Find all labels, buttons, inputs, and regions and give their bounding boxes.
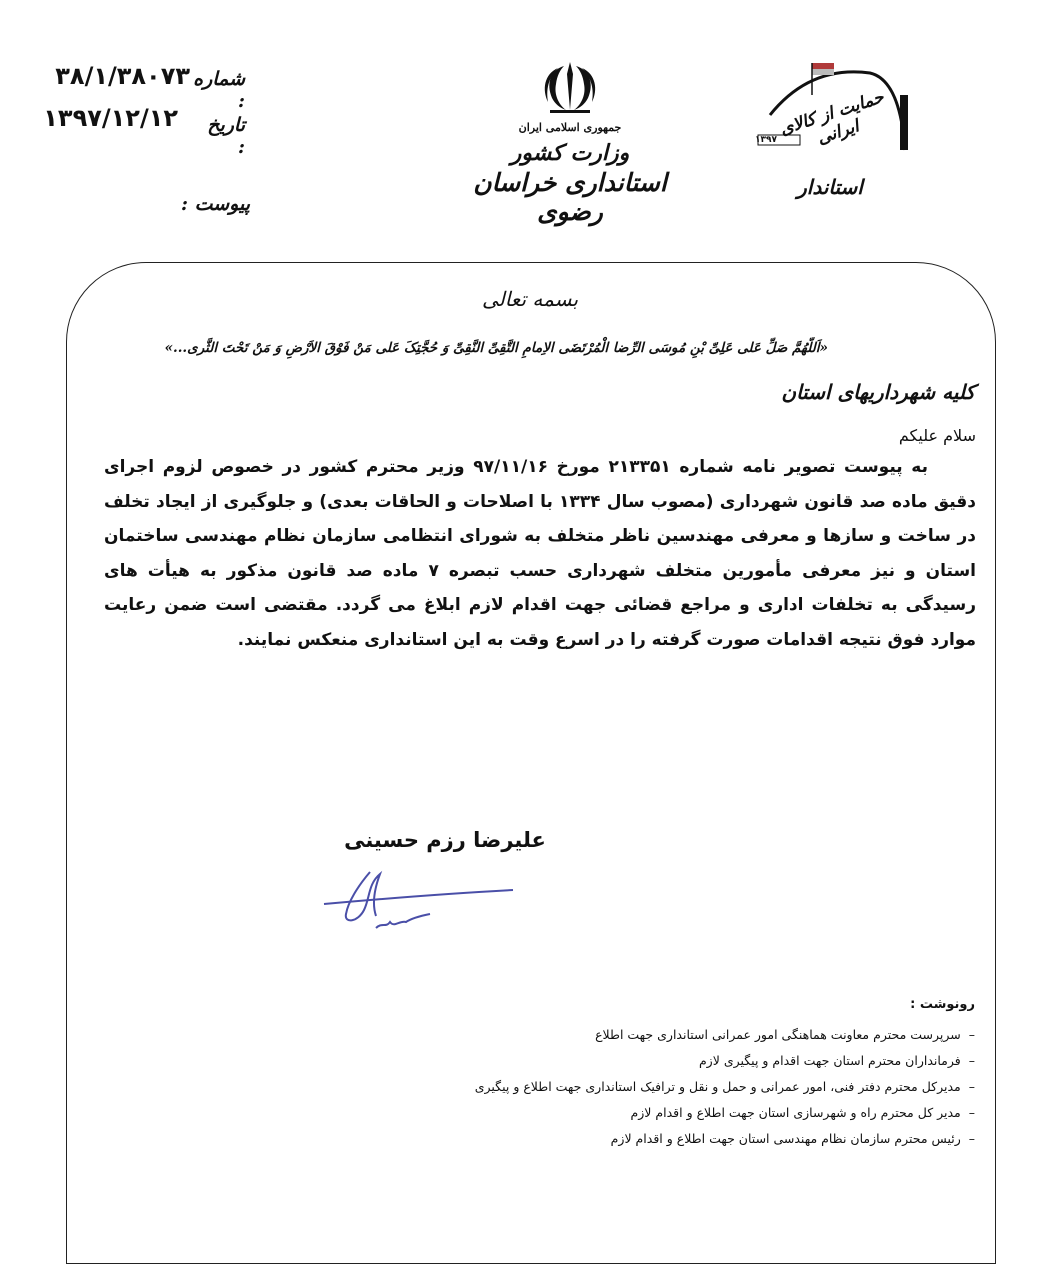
campaign-logo xyxy=(750,55,915,155)
iran-emblem-icon xyxy=(540,60,600,115)
cc-item: – سرپرست محترم معاونت هماهنگی امور عمرانی استانداری جهت اطلاع xyxy=(400,1022,975,1048)
letter-number: ۳۸/۱/۳۸۰۷۳ xyxy=(55,62,190,90)
signature-image xyxy=(318,862,518,937)
cc-item: – فرمانداران محترم استان جهت اقدام و پیگیری لازم xyxy=(400,1048,975,1074)
greeting: سلام علیکم xyxy=(898,426,976,445)
date-label: تاریخ : xyxy=(207,114,245,158)
governor-title: استاندار xyxy=(797,175,863,199)
cc-title: رونوشت : xyxy=(910,997,975,1012)
campaign-year: ۱۳۹۷ xyxy=(755,135,777,145)
cc-item: – رئیس محترم سازمان نظام مهندسی استان جهت اطلاع و اقدام لازم xyxy=(400,1126,975,1152)
cc-item: – مدیر کل محترم راه و شهرسازی استان جهت اطلاع و اقدام لازم xyxy=(400,1100,975,1126)
cc-list xyxy=(400,1022,975,1152)
governorate-title: استانداری خراسان رضوی xyxy=(473,168,667,226)
letter-body: به پیوست تصویر نامه شماره ۲۱۳۳۵۱ مورخ ۹۷/۱۱/۱۶ وزیر محترم کشور در خصوص لزوم اجرای دقیق ماده صد قانون شهرداری (مصوب سال ۱۳۳۴ با اصلاحات و الحاقات بعدی) و جلوگیری از ایجاد تخلف در ساخت و سازها و معرفی مهندسین ناظر متخلف به شورای انتظامی سازمان نظام مهندسی ساختمان استان و نیز معرفی مأمورین متخلف شهرداری حسب تبصره ۷ ماده صد قانون مذکور به هیأت های رسیدگی به تخلفات اداری و مراجع قضائی جهت اقدام لازم ابلاغ می گردد. مقتضی است ضمن رعایت موارد فوق نتیجه اقدامات صورت گرفته را در اسرع وقت به این استانداری منعکس نمایند. xyxy=(104,457,976,650)
republic-title: جمهوری اسلامی ایران xyxy=(518,121,622,134)
letter-date: ۱۳۹۷/۱۲/۱۲ xyxy=(43,104,178,132)
attachment-label: پیوست : xyxy=(180,193,250,215)
cc-item: – مدیرکل محترم دفتر فنی، امور عمرانی و حمل و نقل و ترافیک استانداری جهت اطلاع و پیگیری xyxy=(400,1074,975,1100)
campaign-slogan: حمایت از کالای ایرانی xyxy=(777,87,887,149)
addressee: کلیه شهرداریهای استان xyxy=(781,380,975,404)
number-label: شماره : xyxy=(193,68,245,112)
ministry-title: وزارت کشور xyxy=(510,140,630,166)
salawat: «اَللّهُمَّ صَلِّ عَلی عَلِیِّ بْنِ مُوسَی الرِّضا الْمُرْتَضَی الاِمامِ التَّقِیِّ النَّقِیِّ وَ حُجَّتِکَ عَلی مَنْ فَوْقَ الاَرْضِ وَ مَنْ تَحْتَ الثَّری...» xyxy=(164,340,828,356)
bismillah: بسمه تعالی xyxy=(481,287,579,311)
signer-name: علیرضا رزم حسینی xyxy=(344,828,546,852)
ministry-header xyxy=(440,60,700,226)
